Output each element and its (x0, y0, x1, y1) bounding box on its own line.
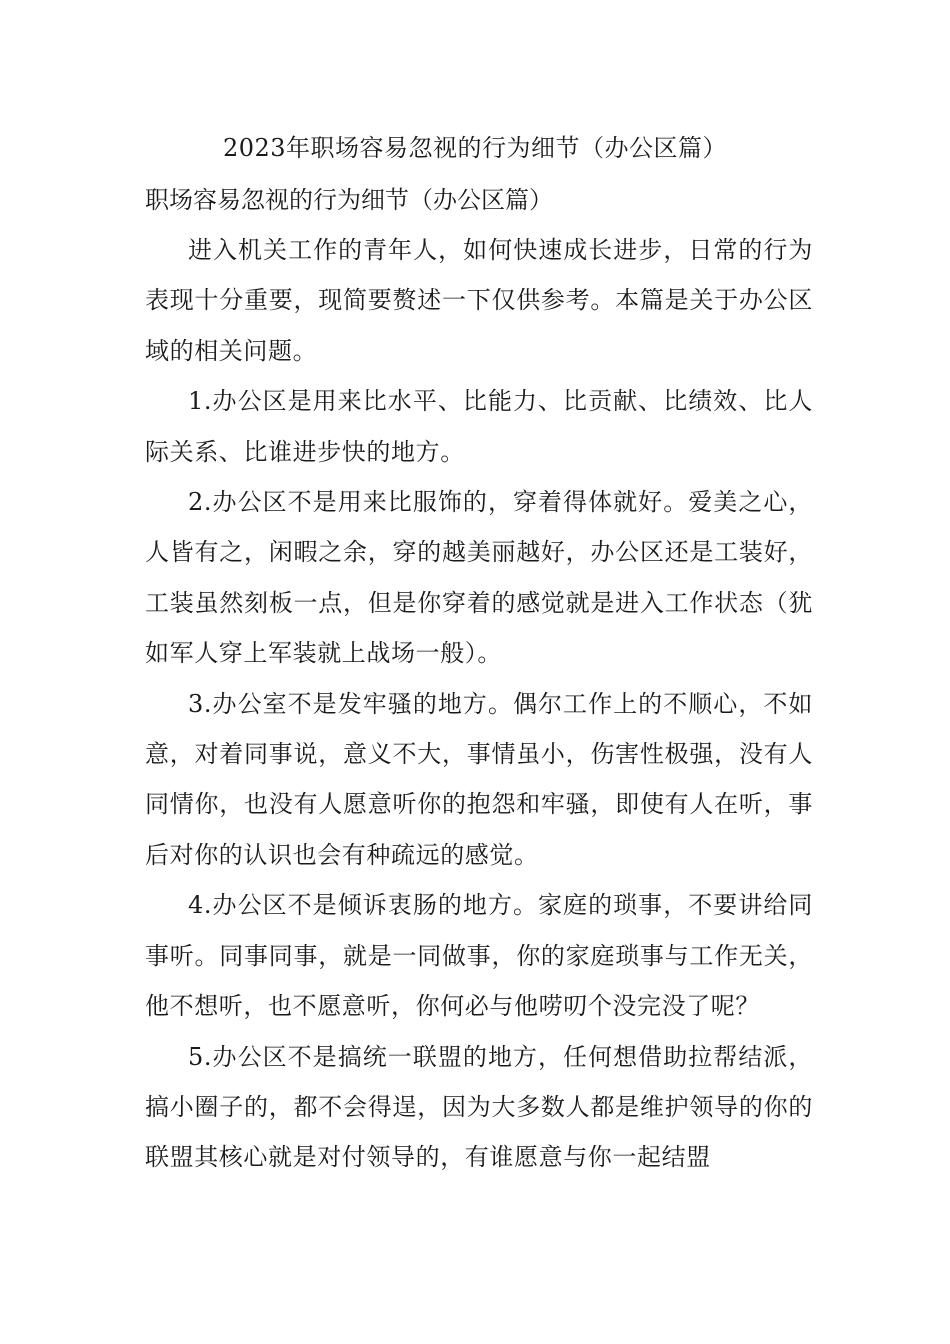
paragraph-item-3: 3.办公室不是发牢骚的地方。偶尔工作上的不顺心，不如意，对着同事说，意义不大，事情虽小，伤害性极强，没有人同情你，也没有人愿意听你的抱怨和牢骚，即使有人在听，事后对你的认识也会有种疏远的感觉。 (145, 689, 813, 869)
document-title: 2023年职场容易忽视的行为细节（办公区篇） (222, 134, 728, 162)
paragraph-intro: 进入机关工作的青年人，如何快速成长进步，日常的行为表现十分重要，现简要赘述一下仅供参考。本篇是关于办公区域的相关问题。 (145, 236, 813, 365)
paragraph-item-2: 2.办公区不是用来比服饰的，穿着得体就好。爱美之心，人皆有之，闲暇之余，穿的越美丽越好，办公区还是工装好，工装虽然刻板一点，但是你穿着的感觉就是进入工作状态（犹如军人穿上军装就上战场一般）。 (145, 488, 813, 668)
paragraph-item-5: 5.办公区不是搞统一联盟的地方，任何想借助拉帮结派，搞小圈子的，都不会得逞，因为大多数人都是维护领导的你的联盟其核心就是对付领导的，有谁愿意与你一起结盟 (145, 1042, 813, 1172)
document-subtitle: 职场容易忽视的行为细节（办公区篇） (145, 186, 553, 214)
paragraph-item-1: 1.办公区是用来比水平、比能力、比贡献、比绩效、比人际关系、比谁进步快的地方。 (145, 387, 813, 466)
document-body (145, 225, 813, 1183)
paragraph-item-4: 4.办公区不是倾诉衷肠的地方。家庭的琐事，不要讲给同事听。同事同事，就是一同做事，你的家庭琐事与工作无关，他不想听，也不愿意听，你何必与他唠叨个没完没了呢？ (145, 891, 813, 1021)
